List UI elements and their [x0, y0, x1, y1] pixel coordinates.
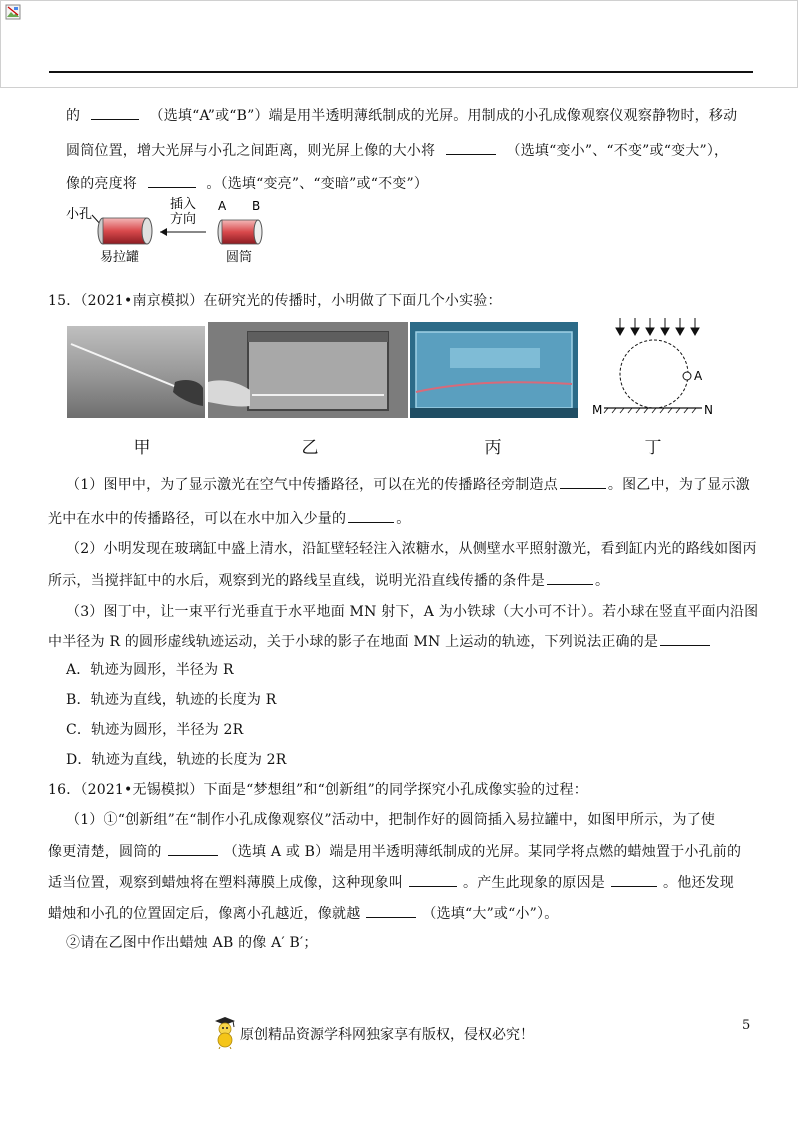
q16-line-5: ②请在乙图中作出蜡烛 AB 的像 A′ B′；: [66, 935, 318, 951]
answer-blank[interactable]: [168, 841, 218, 856]
q14-line-3: 像的亮度将 。（选填“变亮”、“变暗”或“不变”）: [66, 173, 428, 194]
copyright-footer: 原创精品资源学科网独家享有版权，侵权必究！: [240, 1027, 534, 1043]
can-body: [103, 218, 147, 244]
mascot-icon: [212, 1015, 238, 1049]
header-rule: [49, 71, 753, 73]
caption-ding: 丁: [644, 438, 662, 458]
tube-label: 圆筒: [226, 250, 253, 265]
photo-bing: [410, 322, 578, 418]
answer-blank[interactable]: [660, 631, 710, 646]
label-b: B: [252, 199, 261, 213]
option-c[interactable]: C．轨迹为圆形，半径为 2R: [66, 722, 244, 738]
option-a[interactable]: A．轨迹为圆形，半径为 R: [66, 662, 234, 678]
q14-figure: [66, 196, 272, 266]
q14-line-2: 圆筒位置，增大光屏与小孔之间距离，则光屏上像的大小将 （选填“变小”、“不变”或“变大”），: [66, 140, 728, 161]
answer-blank[interactable]: [366, 903, 416, 918]
answer-blank[interactable]: [560, 474, 606, 489]
iron-ball: [683, 372, 691, 380]
answer-blank[interactable]: [547, 570, 593, 585]
page-number: 5: [742, 1018, 751, 1033]
answer-blank[interactable]: [611, 872, 657, 887]
laser-beam-air: [67, 326, 205, 418]
q16-line-2: 像更清楚，圆筒的 （选填 A 或 B）端是用半透明薄纸制成的光屏。某同学将点燃的蜡烛置于小孔前的: [48, 841, 741, 862]
diagram-ding: [590, 316, 720, 426]
q15-p3-line-1: （3）图丁中，让一束平行光垂直于水平地面 MN 射下，A 为小铁球（大小可不计）。若小球在竖直平面内沿图: [66, 604, 759, 620]
q16-line-3: 适当位置，观察到蜡烛将在塑料薄膜上成像，这种现象叫 。产生此现象的原因是 。他还发现: [48, 872, 734, 893]
insert-arrowhead: [160, 228, 167, 236]
caption-jia: 甲: [133, 438, 151, 458]
page-header: [0, 0, 798, 88]
option-d[interactable]: D．轨迹为直线，轨迹的长度为 2R: [66, 752, 287, 768]
q15-stem: 15．（2021•南京模拟）在研究光的传播时，小明做了下面几个小实验：: [48, 293, 502, 309]
q14-line-1: 的 （选填“A”或“B”）端是用半透明薄纸制成的光屏。用制成的小孔成像观察仪观察静物时，移动: [66, 105, 737, 126]
option-b[interactable]: B．轨迹为直线，轨迹的长度为 R: [66, 692, 277, 708]
q15-p2-line-1: （2）小明发现在玻璃缸中盛上清水，沿缸壁轻轻注入浓糖水，从侧壁水平照射激光，看到缸内光的路线如图丙: [66, 541, 757, 557]
caption-bing: 丙: [484, 438, 502, 458]
q15-p2-line-2: 所示，当搅拌缸中的水后，观察到光的路线呈直线，说明光沿直线传播的条件是 。: [48, 570, 609, 591]
answer-blank[interactable]: [148, 173, 196, 188]
ground-hatch: [604, 408, 696, 413]
circular-path: [620, 340, 688, 408]
arrow-label-1: 插入: [170, 197, 197, 212]
arrow-label-2: 方向: [170, 212, 197, 227]
photo-yi: [208, 322, 408, 418]
answer-blank[interactable]: [446, 140, 496, 155]
tank-blue: [410, 322, 578, 418]
ground-label-n: N: [704, 403, 713, 417]
can-rim: [142, 218, 152, 244]
tank-gray: [208, 322, 408, 418]
can-label: 易拉罐: [100, 250, 140, 265]
answer-blank[interactable]: [348, 508, 394, 523]
q16-line-4: 蜡烛和小孔的位置固定后，像离小孔越近，像就越 （选填“大”或“小”）。: [48, 903, 558, 924]
ball-label: A: [694, 369, 703, 383]
q15-p1-line-1: （1）图甲中，为了显示激光在空气中传播路径，可以在光的传播路径旁制造点 。图乙中，为了显示激: [66, 474, 750, 495]
q15-p1-line-2: 光中在水中的传播路径，可以在水中加入少量的 。: [48, 508, 410, 529]
tube-body: [222, 220, 258, 244]
hole-label: 小孔: [66, 207, 93, 222]
label-a: A: [218, 199, 227, 213]
answer-blank[interactable]: [409, 872, 457, 887]
caption-yi: 乙: [301, 438, 319, 458]
q15-p3-line-2: 中半径为 R 的圆形虚线轨迹运动，关于小球的影子在地面 MN 上运动的轨迹，下列说法正确的是: [48, 631, 710, 652]
answer-blank[interactable]: [91, 105, 139, 120]
photo-jia: [67, 326, 205, 418]
broken-image-icon: [5, 4, 21, 20]
q16-stem: 16．（2021•无锡模拟）下面是“梦想组”和“创新组”的同学探究小孔成像实验的过程：: [48, 782, 588, 798]
tube-end-b: [254, 220, 262, 244]
q16-line-1: （1）①“创新组”在“制作小孔成像观察仪”活动中，把制作好的圆筒插入易拉罐中，如图甲所示，为了使: [66, 812, 716, 828]
parallel-light-arrows: [616, 318, 699, 335]
ground-label-m: M: [592, 403, 603, 417]
